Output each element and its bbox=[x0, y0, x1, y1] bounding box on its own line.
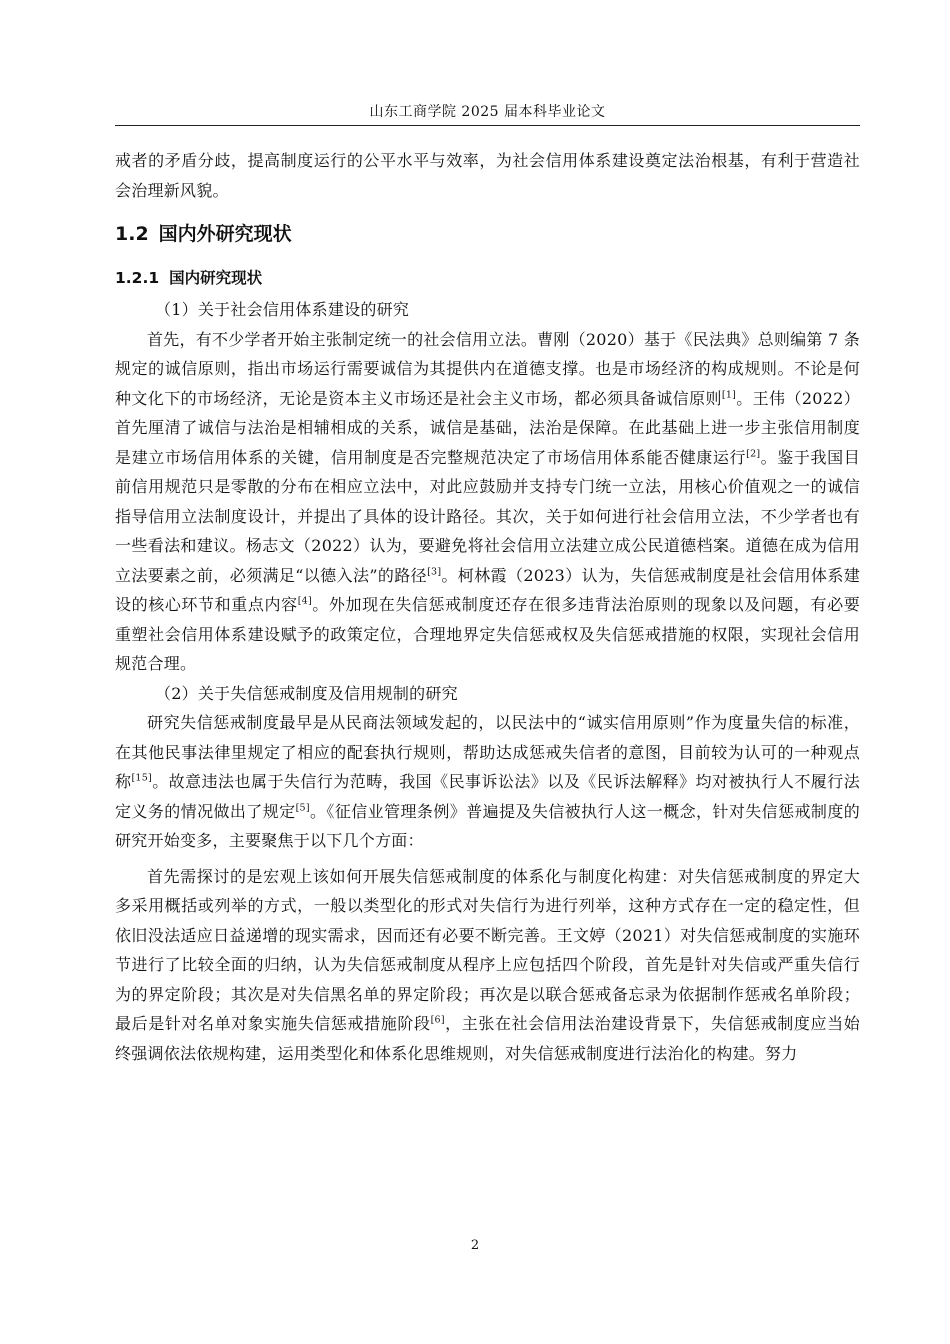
paragraph-1-text-4: 。柯林霞（2023）认为，失信惩戒制度是社会信用体系建设的核心环节和重点内容 bbox=[115, 565, 860, 614]
citation-ref: [2] bbox=[746, 448, 761, 460]
citation-ref: [3] bbox=[427, 566, 442, 578]
citation-ref: [4] bbox=[297, 595, 312, 607]
section-number: 1.2 bbox=[115, 223, 149, 245]
paragraph-3 bbox=[115, 862, 860, 1069]
intro-paragraph: 戒者的矛盾分歧，提高制度运行的公平水平与效率，为社会信用体系建设奠定法治根基，有利于营造社会治理新风貌。 bbox=[115, 151, 860, 200]
citation-ref: [6] bbox=[430, 1014, 445, 1026]
paragraph-1-text-3: 。鉴于我国目前信用规范只是零散的分布在相应立法中，对此应鼓励并支持专门统一立法，用核心价值观之一的诚信指导信用立法制度设计，并提出了具体的设计路径。其次，关于如何进行社会信用立法，不少学者也有一些看法和建议。杨志文（2022）认为，要避免将社会信用立法建立成公民道德档案。道德在成为信用立法要素之前，必须满足“以德入法”的路径 bbox=[115, 447, 860, 585]
paragraph-1-text-1: 首先，有不少学者开始主张制定统一的社会信用立法。曹刚（2020）基于《民法典》总则编第 7 条规定的诚信原则，指出市场运行需要诚信为其提供内在道德支撑。也是市场经济的构成规则。不论是何种文化下的市场经济，无论是资本主义市场还是社会主义市场，都必须具备诚信原则 bbox=[115, 329, 860, 408]
citation-ref: [15] bbox=[131, 772, 152, 784]
subsection-heading bbox=[115, 261, 860, 295]
section-heading bbox=[115, 219, 860, 249]
subsection-title: 国内研究现状 bbox=[169, 269, 263, 287]
paragraph-3-text-1: 首先需探讨的是宏观上该如何开展失信惩戒制度的体系化与制度化构建：对失信惩戒制度的界定大多采用概括或列举的方式，一般以类型化的形式对失信行为进行列举，这种方式存在一定的稳定性，但依旧没法适应日益递增的现实需求，因而还有必要不断完善。王文婷（2021）对失信惩戒制度的实施环节进行了比较全面的归纳，认为失信惩戒制度从程序上应包括四个阶段，首先是针对失信或严重失信行为的界定阶段；其次是对失信黑名单的界定阶段；再次是以联合惩戒备忘录为依据制作惩戒名单阶段；最后是针对名单对象实施失信惩戒措施阶段 bbox=[115, 866, 860, 1033]
running-header: 山东工商学院 2025 届本科毕业论文 bbox=[369, 104, 606, 120]
paragraph-1 bbox=[115, 325, 860, 679]
section-title: 国内外研究现状 bbox=[158, 223, 292, 245]
topic-heading-2: （2）关于失信惩戒制度及信用规制的研究 bbox=[155, 683, 458, 703]
topic-heading-1: （1）关于社会信用体系建设的研究 bbox=[155, 300, 410, 319]
page-number: 2 bbox=[470, 1238, 480, 1253]
paragraph-2-text-1: 研究失信惩戒制度最早是从民商法领域发起的，以民法中的“诚实信用原则”作为度量失信的标准，在其他民事法律里规定了相应的配套执行规则，帮助达成惩戒失信者的意图，目前较为认可的一种观点称 bbox=[115, 713, 860, 791]
paragraph-3-text-2: ，主张在社会信用法治建设背景下，失信惩戒制度应当始终强调依法依规构建，运用类型化和体系化思维规则，对失信惩戒制度进行法治化的构建。努力 bbox=[115, 1014, 860, 1063]
paragraph-2 bbox=[115, 708, 860, 856]
paragraph-1-text-2: 。王伟（2022）首先厘清了诚信与法治是相辅相成的关系，诚信是基础，法治是保障。在此基础上进一步主张信用制度是建立市场信用体系的关键，信用制度是否完整规范决定了市场信用体系能否健康运行 bbox=[115, 388, 860, 467]
header-rule bbox=[115, 125, 860, 126]
paragraph-2-text-2: 。故意违法也属于失信行为范畴，我国《民事诉讼法》以及《民诉法解释》均对被执行人不履行法定义务的情况做出了规定 bbox=[115, 772, 860, 821]
citation-ref: [5] bbox=[295, 802, 310, 814]
subsection-number: 1.2.1 bbox=[115, 269, 160, 287]
page-body bbox=[115, 146, 860, 1068]
paragraph-1-text-5: 。外加现在失信惩戒制度还存在很多违背法治原则的现象以及问题，有必要重塑社会信用体系建设赋予的政策定位，合理地界定失信惩戒权及失信惩戒措施的权限，实现社会信用规范合理。 bbox=[115, 595, 860, 673]
citation-ref: [1] bbox=[721, 389, 737, 401]
paragraph-2-text-3: 。《征信业管理条例》普遍提及失信被执行人这一概念，针对失信惩戒制度的研究开始变多，主要聚焦于以下几个方面： bbox=[115, 801, 860, 850]
